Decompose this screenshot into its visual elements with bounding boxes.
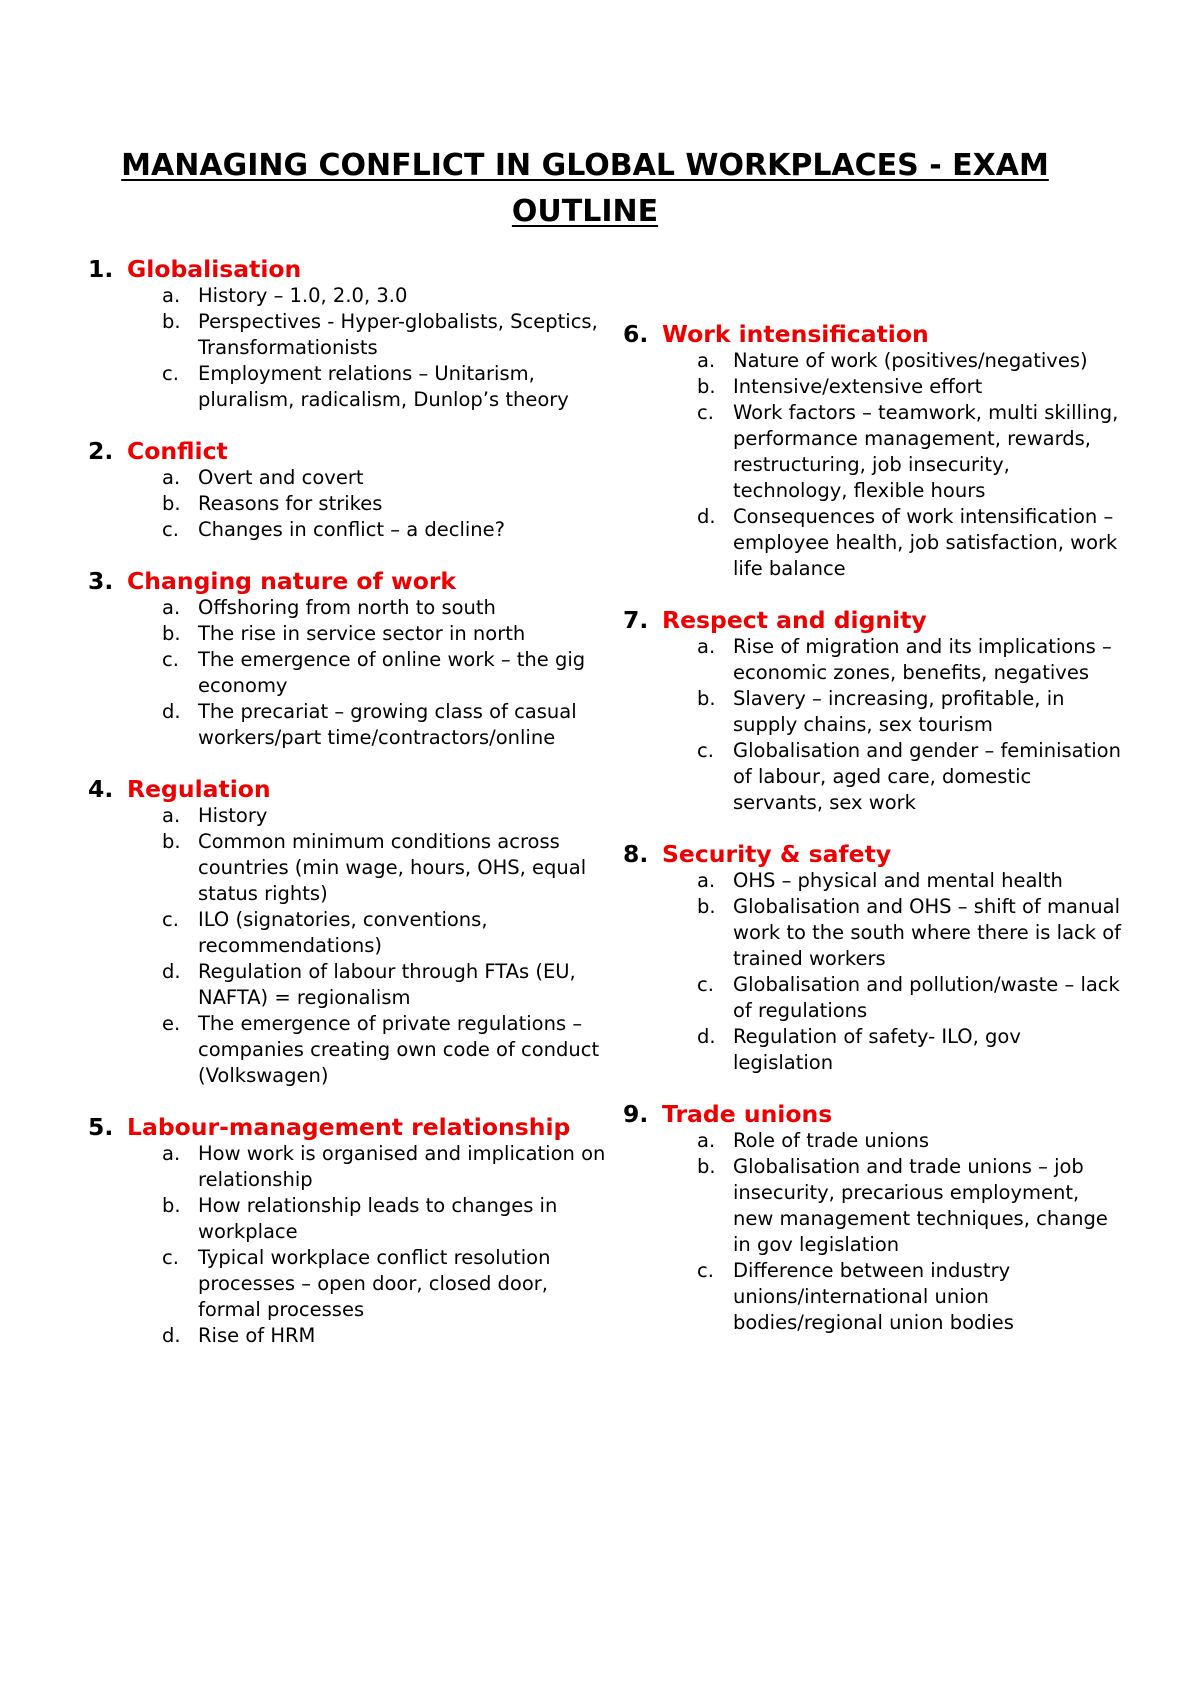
list-item-text: Work factors – teamwork, multi skilling, performance management, rewards, restructuring, job insecurity, technology, flexible hours bbox=[733, 401, 1119, 502]
list-item bbox=[623, 1128, 1123, 1154]
list-item-letter: b. bbox=[162, 830, 181, 853]
list-item-text: Changes in conflict – a decline? bbox=[198, 518, 506, 541]
section-item-list bbox=[623, 348, 1123, 582]
list-item bbox=[623, 868, 1123, 894]
list-item bbox=[88, 595, 608, 621]
list-item-letter: c. bbox=[697, 973, 714, 996]
list-item-text: OHS – physical and mental health bbox=[733, 869, 1063, 892]
outline-section bbox=[88, 568, 608, 751]
outline-section bbox=[88, 776, 608, 1089]
list-item-text: Slavery – increasing, profitable, in supply chains, sex tourism bbox=[733, 687, 1065, 736]
section-number: 3. bbox=[88, 567, 114, 595]
section-number: 6. bbox=[623, 320, 649, 348]
list-item bbox=[623, 374, 1123, 400]
list-item-text: Globalisation and trade unions – job insecurity, precarious employment, new management techniques, change in gov legislation bbox=[733, 1155, 1108, 1256]
list-item-text: Role of trade unions bbox=[733, 1129, 929, 1152]
section-title: Conflict bbox=[127, 437, 228, 465]
list-item-letter: a. bbox=[697, 349, 716, 372]
section-heading bbox=[88, 256, 608, 283]
list-item bbox=[88, 1193, 608, 1245]
outline-section bbox=[88, 438, 608, 543]
section-title: Work intensification bbox=[662, 320, 929, 348]
list-item-text: How relationship leads to changes in workplace bbox=[198, 1194, 558, 1243]
list-item-letter: a. bbox=[162, 804, 181, 827]
right-column bbox=[623, 321, 1123, 1361]
page-title: MANAGING CONFLICT IN GLOBAL WORKPLACES - EXAM OUTLINE bbox=[121, 148, 1049, 229]
list-item-letter: a. bbox=[162, 596, 181, 619]
section-number: 5. bbox=[88, 1113, 114, 1141]
list-item-text: Difference between industry unions/international union bodies/regional union bodies bbox=[733, 1259, 1014, 1334]
list-item bbox=[88, 1011, 608, 1089]
section-heading bbox=[623, 841, 1123, 868]
list-item-text: Offshoring from north to south bbox=[198, 596, 496, 619]
list-item-letter: e. bbox=[162, 1012, 181, 1035]
section-heading bbox=[88, 438, 608, 465]
list-item-text: Nature of work (positives/negatives) bbox=[733, 349, 1088, 372]
section-item-list bbox=[623, 868, 1123, 1076]
section-number: 7. bbox=[623, 606, 649, 634]
list-item bbox=[88, 309, 608, 361]
list-item bbox=[623, 738, 1123, 816]
list-item-text: Globalisation and gender – feminisation of labour, aged care, domestic servants, sex work bbox=[733, 739, 1121, 814]
list-item bbox=[623, 348, 1123, 374]
list-item-text: Rise of HRM bbox=[198, 1324, 316, 1347]
section-heading bbox=[88, 1114, 608, 1141]
list-item-letter: d. bbox=[162, 960, 181, 983]
list-item bbox=[88, 283, 608, 309]
list-item-text: Globalisation and OHS – shift of manual work to the south where there is lack of trained workers bbox=[733, 895, 1122, 970]
list-item-letter: b. bbox=[697, 687, 716, 710]
list-item bbox=[623, 686, 1123, 738]
section-title: Changing nature of work bbox=[127, 567, 457, 595]
list-item-text: Globalisation and pollution/waste – lack of regulations bbox=[733, 973, 1120, 1022]
section-title: Security & safety bbox=[662, 840, 892, 868]
list-item bbox=[88, 907, 608, 959]
list-item-text: The emergence of online work – the gig economy bbox=[198, 648, 586, 697]
section-item-list bbox=[88, 465, 608, 543]
list-item-letter: d. bbox=[697, 1025, 716, 1048]
section-heading bbox=[623, 607, 1123, 634]
list-item-text: Regulation of labour through FTAs (EU, NAFTA) = regionalism bbox=[198, 960, 576, 1009]
list-item-text: How work is organised and implication on relationship bbox=[198, 1142, 606, 1191]
section-title: Globalisation bbox=[127, 255, 302, 283]
left-column bbox=[88, 256, 608, 1374]
list-item bbox=[623, 1258, 1123, 1336]
list-item-text: ILO (signatories, conventions, recommendations) bbox=[198, 908, 488, 957]
outline-section bbox=[88, 256, 608, 413]
section-item-list bbox=[88, 1141, 608, 1349]
list-item bbox=[88, 829, 608, 907]
section-heading bbox=[623, 321, 1123, 348]
list-item-text: Perspectives - Hyper-globalists, Sceptics, Transformationists bbox=[198, 310, 598, 359]
list-item bbox=[88, 699, 608, 751]
list-item-letter: c. bbox=[162, 1246, 179, 1269]
list-item-text: Intensive/extensive effort bbox=[733, 375, 983, 398]
list-item-text: The emergence of private regulations – companies creating own code of conduct (Volkswagen) bbox=[198, 1012, 600, 1087]
list-item bbox=[623, 1024, 1123, 1076]
list-item-text: Rise of migration and its implications – economic zones, benefits, negatives bbox=[733, 635, 1112, 684]
list-item-letter: c. bbox=[162, 518, 179, 541]
list-item-letter: a. bbox=[697, 635, 716, 658]
section-title: Labour-management relationship bbox=[127, 1113, 571, 1141]
section-item-list bbox=[88, 595, 608, 751]
list-item-letter: c. bbox=[162, 908, 179, 931]
list-item bbox=[623, 504, 1123, 582]
section-number: 1. bbox=[88, 255, 114, 283]
list-item-text: The precariat – growing class of casual workers/part time/contractors/online bbox=[198, 700, 577, 749]
list-item bbox=[88, 1323, 608, 1349]
list-item-letter: c. bbox=[697, 739, 714, 762]
list-item-text: Common minimum conditions across countries (min wage, hours, OHS, equal status rights) bbox=[198, 830, 587, 905]
list-item-letter: c. bbox=[697, 1259, 714, 1282]
list-item-letter: a. bbox=[162, 466, 181, 489]
list-item-text: Overt and covert bbox=[198, 466, 364, 489]
list-item-letter: a. bbox=[162, 284, 181, 307]
section-title: Regulation bbox=[127, 775, 271, 803]
list-item-text: History bbox=[198, 804, 268, 827]
section-number: 8. bbox=[623, 840, 649, 868]
list-item-text: Employment relations – Unitarism, pluralism, radicalism, Dunlop’s theory bbox=[198, 362, 569, 411]
section-number: 4. bbox=[88, 775, 114, 803]
list-item bbox=[88, 803, 608, 829]
list-item-text: The rise in service sector in north bbox=[198, 622, 526, 645]
list-item bbox=[88, 959, 608, 1011]
list-item-letter: b. bbox=[697, 895, 716, 918]
list-item bbox=[623, 1154, 1123, 1258]
list-item bbox=[88, 465, 608, 491]
section-item-list bbox=[623, 1128, 1123, 1336]
section-heading bbox=[88, 568, 608, 595]
list-item-letter: a. bbox=[697, 869, 716, 892]
list-item-letter: a. bbox=[697, 1129, 716, 1152]
list-item-letter: c. bbox=[697, 401, 714, 424]
list-item bbox=[88, 517, 608, 543]
list-item-text: Consequences of work intensification – employee health, job satisfaction, work life balance bbox=[733, 505, 1118, 580]
list-item bbox=[623, 894, 1123, 972]
outline-section bbox=[623, 321, 1123, 582]
section-title: Respect and dignity bbox=[662, 606, 927, 634]
list-item-letter: b. bbox=[162, 622, 181, 645]
list-item bbox=[623, 972, 1123, 1024]
section-heading bbox=[623, 1101, 1123, 1128]
list-item-text: History – 1.0, 2.0, 3.0 bbox=[198, 284, 408, 307]
list-item bbox=[623, 400, 1123, 504]
list-item-letter: b. bbox=[162, 492, 181, 515]
list-item bbox=[623, 634, 1123, 686]
outline-section bbox=[623, 841, 1123, 1076]
list-item-text: Typical workplace conflict resolution processes – open door, closed door, formal processes bbox=[198, 1246, 551, 1321]
list-item-text: Regulation of safety- ILO, gov legislation bbox=[733, 1025, 1021, 1074]
list-item-text: Reasons for strikes bbox=[198, 492, 383, 515]
outline-section bbox=[88, 1114, 608, 1349]
section-title: Trade unions bbox=[662, 1100, 833, 1128]
section-item-list bbox=[623, 634, 1123, 816]
list-item-letter: a. bbox=[162, 1142, 181, 1165]
list-item bbox=[88, 1141, 608, 1193]
list-item bbox=[88, 361, 608, 413]
list-item-letter: b. bbox=[162, 1194, 181, 1217]
list-item-letter: d. bbox=[162, 1324, 181, 1347]
list-item-letter: b. bbox=[162, 310, 181, 333]
list-item-letter: c. bbox=[162, 648, 179, 671]
outline-section bbox=[623, 607, 1123, 816]
section-number: 2. bbox=[88, 437, 114, 465]
section-item-list bbox=[88, 803, 608, 1089]
list-item-letter: b. bbox=[697, 1155, 716, 1178]
list-item-letter: d. bbox=[697, 505, 716, 528]
outline-section bbox=[623, 1101, 1123, 1336]
list-item-letter: b. bbox=[697, 375, 716, 398]
list-item bbox=[88, 621, 608, 647]
section-heading bbox=[88, 776, 608, 803]
section-number: 9. bbox=[623, 1100, 649, 1128]
list-item-letter: c. bbox=[162, 362, 179, 385]
list-item bbox=[88, 647, 608, 699]
section-item-list bbox=[88, 283, 608, 413]
list-item bbox=[88, 491, 608, 517]
list-item-letter: d. bbox=[162, 700, 181, 723]
list-item bbox=[88, 1245, 608, 1323]
